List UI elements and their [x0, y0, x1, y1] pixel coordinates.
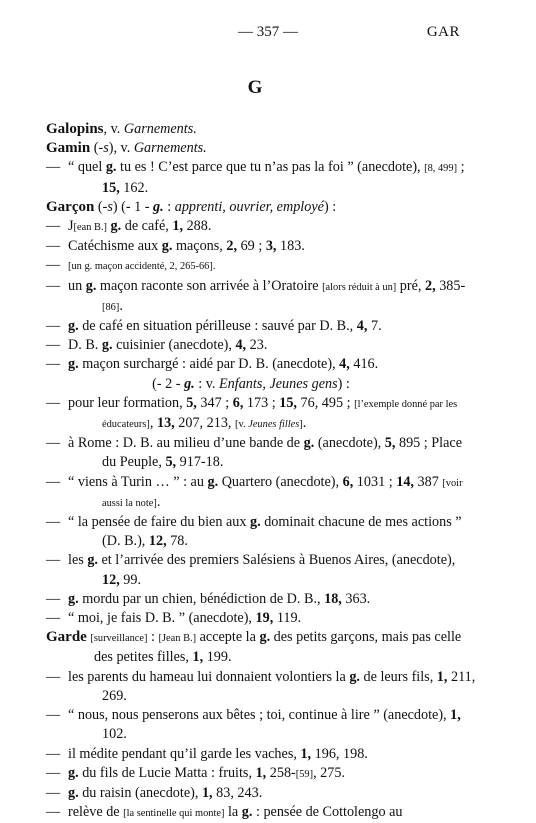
- index-sub-entry: [46, 745, 476, 764]
- entry-dash: —: [46, 514, 61, 531]
- index-sub-entry: [46, 256, 476, 276]
- entry-text: g.: [85, 277, 97, 294]
- entry-text: 211, 269.: [102, 668, 476, 704]
- subsection-heading: [46, 375, 476, 394]
- entry-text: , v.: [103, 121, 124, 137]
- entry-text: [voir aussi la note]: [102, 477, 463, 509]
- page-number: — 357 —: [238, 24, 298, 40]
- entry-text: “ la pensée de faire du bien aux: [68, 514, 250, 531]
- entry-text: il médite pendant qu’il garde les vaches,: [68, 745, 301, 762]
- entry-dash: —: [46, 318, 61, 335]
- entry-text: 23.: [246, 337, 268, 354]
- entry-text: [un g. maçon accidenté, 2, 265-66].: [68, 261, 216, 273]
- entry-text: ;: [457, 159, 465, 176]
- entry-text: 416.: [349, 356, 379, 373]
- entry-text: [ean B.]: [73, 222, 107, 234]
- entry-text: les: [68, 552, 88, 569]
- entry-text: et l’arrivée des premiers Salésiens à Buenos Aires, (anecdote),: [97, 552, 456, 569]
- entry-text: g.: [207, 473, 219, 490]
- index-headword-entry: [46, 628, 476, 667]
- entry-text: 119.: [273, 610, 302, 627]
- entry-text: 99.: [119, 571, 142, 588]
- entry-text: 1,: [255, 764, 267, 781]
- entry-text: Enfants, Jeunes gens: [219, 375, 338, 392]
- entry-text: 4,: [356, 318, 368, 335]
- entry-text: g.: [250, 514, 261, 531]
- entry-text: g.: [259, 629, 271, 646]
- entry-text: de café,: [121, 218, 173, 235]
- entry-text: 5,: [165, 454, 177, 471]
- entry-text: : v.: [194, 375, 220, 392]
- entry-text: 12,: [148, 533, 167, 550]
- entry-text: g.: [68, 590, 79, 607]
- entry-text: accepte la: [196, 629, 260, 646]
- entry-dash: —: [46, 277, 61, 294]
- index-sub-entry: [46, 277, 476, 317]
- entry-text: 18,: [324, 590, 342, 607]
- entry-text: des petits garçons, mais pas celle des petites filles,: [94, 629, 462, 666]
- entry-text: de café en situation périlleuse : sauvé par D. B.,: [78, 318, 357, 335]
- entry-text: mordu par un chien, bénédiction de D. B.,: [78, 590, 325, 607]
- entry-text: g.: [110, 218, 122, 235]
- entry-text: “ viens à Turin … ” : au: [68, 473, 208, 490]
- entry-text: g.: [68, 784, 79, 801]
- entry-text: du fils de Lucie Matta : fruits,: [78, 764, 256, 781]
- entry-dash: —: [46, 356, 61, 373]
- index-sub-entry: [46, 355, 476, 374]
- index-sub-entry: [46, 217, 476, 237]
- entry-text: 83, 243.: [212, 784, 263, 801]
- entry-text: [8, 499]: [424, 163, 458, 175]
- index-headword-entry: [46, 120, 476, 139]
- entry-text: : pensée de Cottolengo au: [252, 804, 403, 821]
- entry-text: D. B.: [68, 337, 102, 354]
- entry-text: 162.: [119, 179, 149, 196]
- entry-text: 387: [413, 473, 443, 490]
- entry-dash: —: [46, 552, 61, 569]
- entry-text: - 1 -: [125, 198, 154, 215]
- entry-dash: —: [46, 257, 61, 274]
- entry-text: g.: [68, 318, 79, 335]
- entry-text: 199.: [203, 649, 232, 666]
- index-sub-entry: [46, 394, 476, 434]
- index-sub-entry: [46, 473, 476, 513]
- entry-text: 207, 213,: [174, 415, 236, 432]
- entry-text: g.: [241, 804, 253, 821]
- entry-text: tu es ! C’est parce que tu n’as pas la foi ” (anecdote),: [116, 159, 425, 176]
- index-headword-entry: [46, 139, 476, 158]
- entry-text: [Jean B.]: [158, 633, 197, 645]
- index-sub-entry: [46, 609, 476, 628]
- entry-text: 102.: [102, 726, 127, 743]
- entry-text: [l’exemple donné par les éducateurs]: [102, 398, 458, 431]
- entry-text: 1,: [450, 707, 461, 724]
- entry-text: g.: [303, 435, 315, 452]
- entry-dash: —: [46, 668, 61, 685]
- entry-text: 258-: [266, 764, 296, 781]
- entry-text: [86]: [102, 301, 120, 313]
- entry-text: 1,: [192, 649, 204, 666]
- entry-dash: —: [46, 804, 61, 821]
- entry-dash: —: [46, 764, 61, 781]
- entry-text: [la sentinelle qui monte]: [123, 808, 225, 820]
- entry-dash: —: [46, 435, 61, 452]
- entry-text: dominait chacune de mes actions ” (D. B.),: [102, 514, 462, 550]
- entry-text: [59]: [295, 768, 314, 780]
- entry-text: la: [224, 804, 242, 821]
- index-sub-entry: [46, 551, 476, 589]
- entry-text: 2,: [425, 277, 436, 294]
- entry-text: Garde: [46, 629, 87, 646]
- index-sub-entry: [46, 706, 476, 744]
- entry-text: 363.: [341, 590, 371, 607]
- entry-text: à Rome : D. B. au milieu d’une bande de: [68, 435, 304, 452]
- entry-text: , 275.: [313, 764, 345, 781]
- index-sub-entry: [46, 336, 476, 355]
- entry-text: 1031 ;: [353, 473, 397, 490]
- entry-text: (anecdote),: [314, 435, 385, 452]
- entry-text: .: [119, 297, 123, 314]
- entry-text: 1,: [201, 784, 213, 801]
- entry-text: Garnements.: [133, 140, 207, 157]
- index-entries: [46, 120, 476, 823]
- entry-text: .: [302, 415, 307, 432]
- entry-text: cuisinier (anecdote),: [112, 337, 236, 354]
- entry-text: -s: [98, 140, 109, 157]
- entry-text: g.: [184, 375, 195, 392]
- entry-text: 183.: [276, 238, 305, 255]
- index-sub-entry: [46, 784, 476, 803]
- index-sub-entry: [46, 513, 476, 551]
- entry-text: ) :: [337, 375, 350, 392]
- entry-text: g.: [87, 552, 98, 569]
- section-letter: G: [247, 77, 263, 98]
- entry-text: g.: [153, 198, 164, 215]
- entry-text: ), v.: [108, 140, 134, 157]
- index-sub-entry: [46, 434, 476, 472]
- entry-text: Catéchisme aux: [68, 238, 162, 255]
- index-sub-entry: [46, 668, 476, 706]
- entry-text: “ nous, nous penserons aux bêtes ; toi, continue à lire ” (anecdote),: [68, 707, 451, 724]
- entry-text: maçon raconte son arrivée à l’Oratoire: [96, 277, 323, 294]
- entry-text: 5,: [384, 435, 396, 452]
- entry-text: maçons,: [172, 238, 227, 255]
- entry-text: (: [90, 140, 99, 157]
- entry-dash: —: [46, 473, 61, 490]
- entry-text: maçon surchargé : aidé par D. B. (anecdote),: [78, 356, 340, 373]
- entry-text: Gamin: [46, 140, 91, 157]
- entry-text: ) (: [112, 198, 126, 215]
- entry-text: J: [68, 218, 74, 235]
- entry-text: [v.: [235, 419, 249, 431]
- entry-text: 2,: [226, 238, 238, 255]
- entry-text: les parents du hameau lui donnaient volontiers la: [68, 668, 350, 685]
- entry-dash: —: [46, 590, 61, 607]
- entry-dash: —: [46, 784, 61, 801]
- entry-text: ]: [299, 419, 303, 431]
- entry-text: 69 ;: [237, 238, 266, 255]
- entry-dash: —: [46, 745, 61, 762]
- entry-dash: —: [46, 238, 61, 255]
- entry-text: g.: [68, 356, 79, 373]
- entry-text: (: [94, 198, 103, 215]
- entry-text: -s: [102, 198, 113, 215]
- entry-text: :: [163, 198, 175, 215]
- entry-text: 3,: [265, 238, 277, 255]
- entry-text: 6,: [342, 473, 354, 490]
- index-sub-entry: [46, 317, 476, 336]
- entry-text: 15,: [102, 179, 120, 196]
- entry-text: Galopins: [46, 121, 104, 137]
- entry-text: 14,: [396, 473, 414, 490]
- index-sub-entry: [46, 590, 476, 609]
- running-head: GAR: [426, 24, 460, 40]
- entry-text: Garnements.: [123, 121, 197, 137]
- entry-text: 196, 198.: [311, 745, 368, 762]
- entry-text: 1,: [300, 745, 312, 762]
- entry-text: 173 ;: [243, 394, 280, 411]
- entry-text: ,: [149, 415, 157, 432]
- entry-text: 78.: [166, 533, 188, 550]
- entry-dash: —: [46, 159, 61, 176]
- entry-text: 7.: [367, 318, 382, 335]
- entry-text: 4,: [235, 337, 247, 354]
- entry-text: g.: [105, 159, 117, 176]
- entry-text: Quartero (anecdote),: [218, 473, 343, 490]
- index-headword-entry: [46, 198, 476, 217]
- entry-text: “ moi, je fais D. B. ” (anecdote),: [68, 610, 256, 627]
- entry-text: 12,: [102, 571, 120, 588]
- entry-text: pour leur formation,: [68, 394, 187, 411]
- entry-text: g.: [101, 337, 113, 354]
- entry-text: 15,: [279, 394, 297, 411]
- entry-text: 13,: [156, 415, 175, 432]
- index-sub-entry: [46, 803, 476, 823]
- entry-text: pré,: [396, 277, 426, 294]
- index-sub-entry: [46, 158, 476, 197]
- entry-dash: —: [46, 610, 61, 627]
- entry-text: 895 ; Place du Peuple,: [102, 435, 463, 471]
- entry-text: 917-18.: [176, 454, 224, 471]
- entry-text: 6,: [232, 394, 244, 411]
- index-sub-entry: [46, 237, 476, 256]
- entry-text: 4,: [339, 356, 350, 373]
- entry-text: 347 ;: [196, 394, 233, 411]
- entry-text: 19,: [255, 610, 274, 627]
- entry-text: “ quel: [68, 159, 106, 176]
- entry-text: g.: [68, 764, 79, 781]
- entry-text: .: [156, 493, 161, 510]
- entry-text: 1,: [436, 668, 448, 685]
- entry-text: relève de: [68, 804, 124, 821]
- entry-text: [surveillance]: [90, 633, 148, 645]
- entry-text: un: [68, 277, 86, 294]
- entry-text: 1,: [172, 218, 184, 235]
- entry-text: apprenti, ouvrier, employé: [174, 198, 324, 215]
- entry-text: :: [147, 629, 159, 646]
- entry-text: du raisin (anecdote),: [78, 784, 202, 801]
- entry-text: ) :: [323, 198, 337, 215]
- entry-text: (- 2 -: [152, 375, 185, 392]
- entry-dash: —: [46, 337, 61, 354]
- entry-text: 76, 495 ;: [296, 394, 355, 411]
- entry-text: 5,: [186, 394, 197, 411]
- entry-dash: —: [46, 394, 61, 411]
- entry-text: Jeunes filles: [248, 419, 300, 431]
- entry-text: 288.: [183, 218, 212, 235]
- entry-dash: —: [46, 218, 61, 235]
- entry-text: de leurs fils,: [359, 668, 437, 685]
- entry-text: 385-: [435, 277, 466, 294]
- entry-text: g.: [161, 238, 173, 255]
- entry-text: [alors réduit à un]: [322, 281, 397, 293]
- index-sub-entry: [46, 764, 476, 784]
- entry-text: g.: [349, 668, 360, 685]
- entry-dash: —: [46, 707, 61, 724]
- entry-text: Garçon: [46, 198, 95, 215]
